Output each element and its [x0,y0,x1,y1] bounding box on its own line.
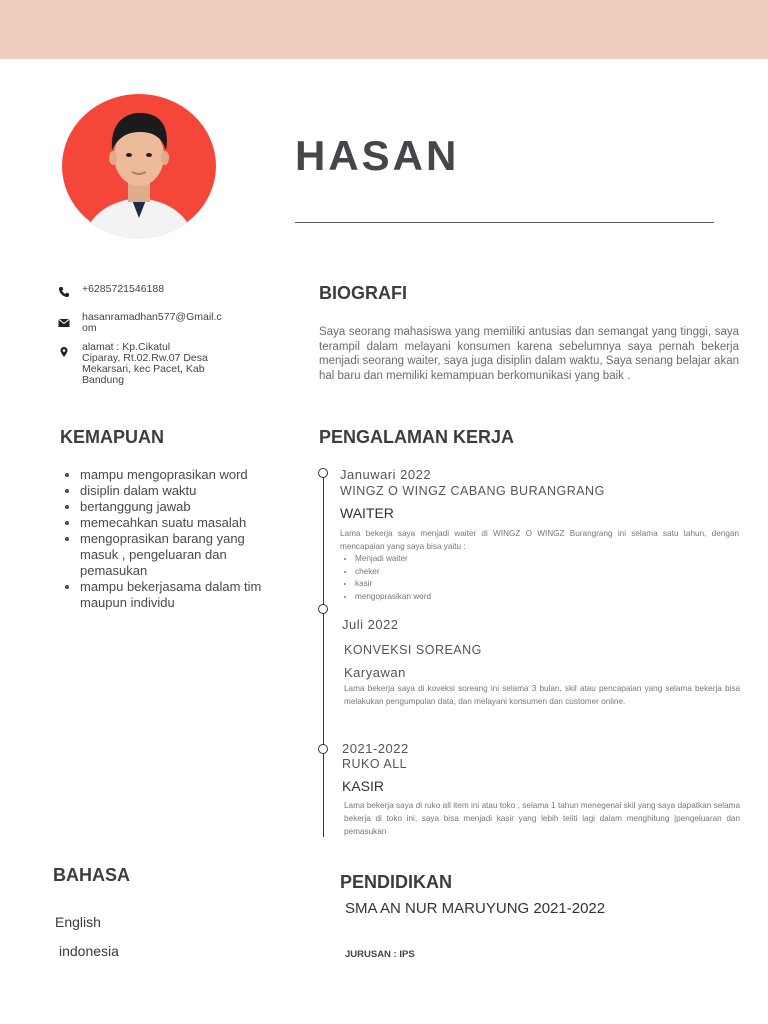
skill-item: • mengoprasikan barang yang masuk , pengeluaran dan pemasukan [80,531,270,579]
job-role: WAITER [340,505,394,521]
profile-photo [62,94,216,238]
contact-email [58,312,222,334]
language-item: English [55,914,101,930]
skill-item: • mampu bekerjasama dalam tim maupun individu [80,579,270,611]
job-role: KASIR [342,778,385,794]
pendidikan-heading: PENDIDIKAN [340,872,453,892]
biografi-heading: BIOGRAFI [319,283,407,303]
skill-item: • disiplin dalam waktu [80,483,270,499]
achievement-item: • kasir [355,578,431,591]
email-line: hasanramadhan577@Gmail.c [82,311,222,323]
name-divider [295,222,714,223]
job-role: Karyawan [344,665,406,680]
phone-icon [58,285,72,297]
address-line: Ciparay, Rt.02.Rw.07 Desa [82,352,208,364]
candidate-name: HASAN [295,132,460,179]
address-line: alamat : Kp.Cikatul [82,341,171,353]
job-date: Juli 2022 [342,617,399,632]
contact-address [58,342,208,386]
job-company: RUKO ALL [342,757,408,771]
job-company: KONVEKSI SOREANG [344,643,482,657]
biografi-text: Saya seorang mahasiswa yang memiliki antusias dan semangat yang tinggi, saya terampil dalam melayani konsumen karena sebelumnya saya pernah bekerja menjadi seorang waiter, saya juga disiplin dalam waktu, Saya senang belajar akan hal baru dan memiliki kemampuan berkomunikasi yang baik . [319,326,739,382]
timeline-dot [318,604,328,614]
achievement-item: • Menjadi waiter [355,553,431,566]
skill-item: • bertanggung jawab [80,499,270,515]
job-description: Lama bekerja saya di koveksi soreang ini selama 3 bulan, skil atau pencapaian yang selama bekerja bisa melakukan pengumpulan data, dan melayani konsumen dan customer online. [344,684,740,706]
pengalaman-heading: PENGALAMAN KERJA [319,427,515,447]
school-name: SMA AN NUR MARUYUNG 2021-2022 [345,900,606,917]
email-line: om [82,322,97,334]
phone-number: +6285721546188 [82,283,165,295]
job-date: 2021-2022 [342,741,409,756]
skill-item: • mampu mengoprasikan word [80,467,270,483]
header-accent-bar [0,0,768,59]
address-line: Mekarsari, kec Pacet, Kab [82,363,205,375]
timeline-dot [318,468,328,478]
timeline-dot [318,744,328,754]
address-line: Bandung [82,374,125,386]
timeline-line [323,474,324,837]
contact-phone [58,284,164,297]
language-item: indonesia [59,943,119,959]
school-major: JURUSAN : IPS [345,949,415,960]
job-date: Januwari 2022 [340,467,432,482]
skill-item: • memecahkan suatu masalah [80,515,270,531]
achievement-item: • mengoprasikan word [355,591,431,604]
achievement-item: • cheker [355,566,431,579]
location-pin-icon [58,345,72,357]
kemampuan-heading: KEMAPUAN [60,427,165,447]
job-achievements [340,553,431,604]
job-company: WINGZ O WINGZ CABANG BURANGRANG [340,484,605,498]
skills-list [62,467,270,611]
bahasa-heading: BAHASA [53,865,131,885]
job-description: Lama bekerja saya menjadi waiter di WINGZ O WINGZ Burangrang ini selama satu tahun, dengan mencapaian yang saya bisa yaitu : [340,529,739,551]
job-description: Lama bekerja saya di ruko all item ini atau toko , selama 1 tahun menegenai skil yang saya dapatkan selama bekerja di toko ini, saya bisa menjadi kasir yang lebih teliti lagi dalam menghitung |pengeluaran dan pemasukan [344,801,740,836]
envelope-icon [58,315,72,327]
